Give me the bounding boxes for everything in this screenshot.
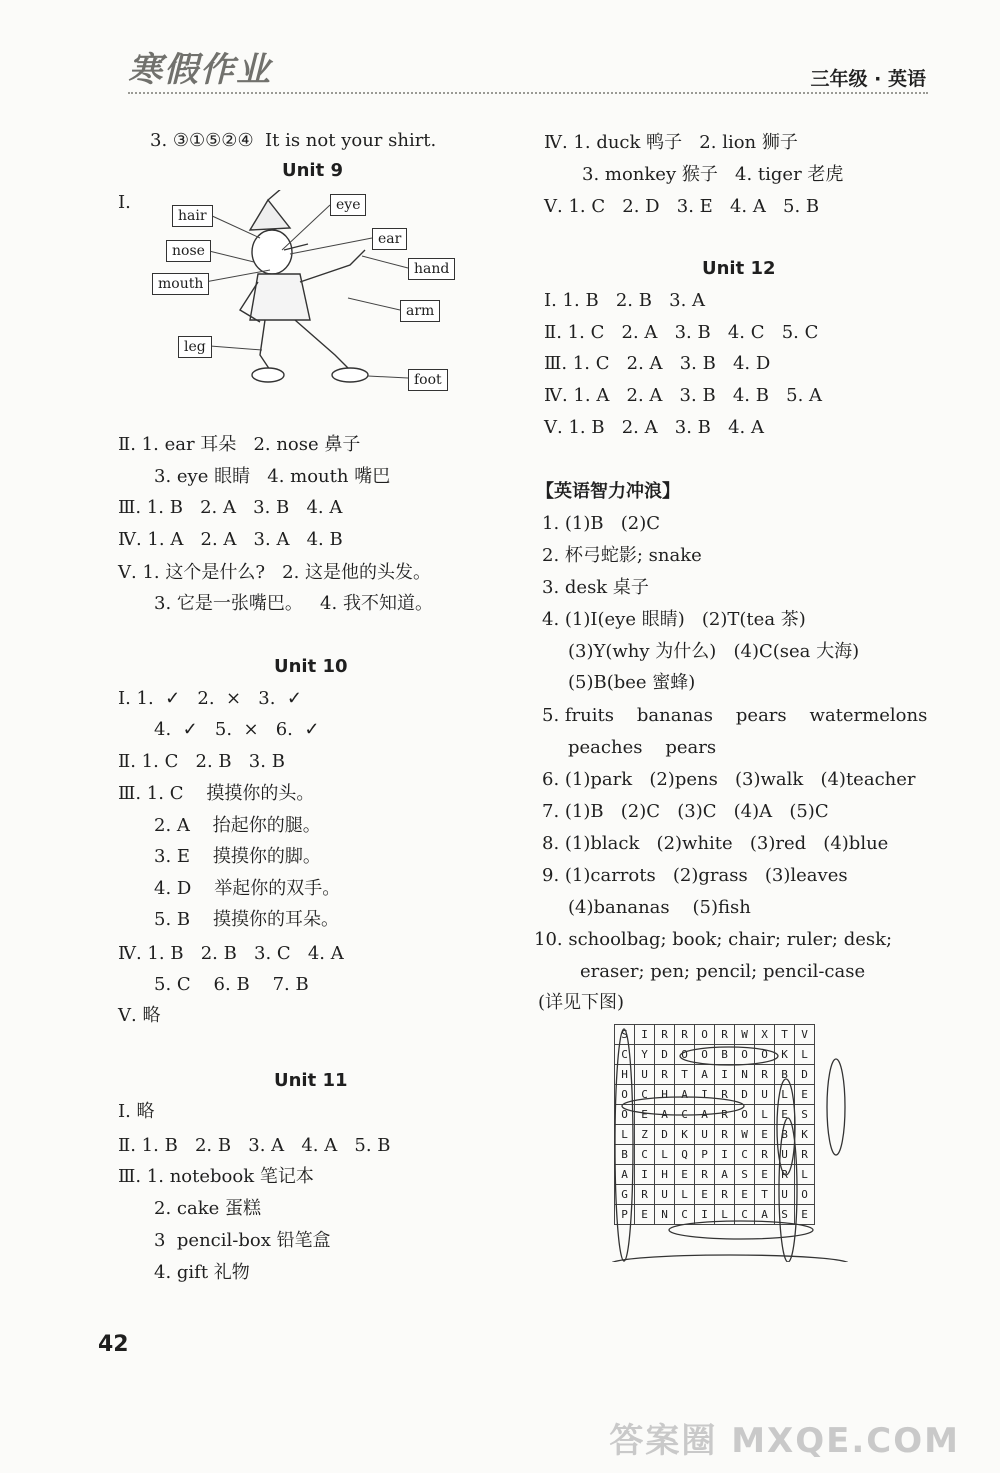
answer-line: (5)B(bee 蜜蜂) — [568, 672, 696, 693]
answer-line: 4. (1)I(eye 眼睛) (2)T(tea 茶) — [542, 609, 806, 630]
grid-cell: K — [775, 1045, 795, 1065]
answer-line: Ⅰ. 1. B 2. B 3. A — [544, 290, 706, 311]
grid-cell: E — [775, 1105, 795, 1125]
grid-cell: H — [655, 1165, 675, 1185]
grid-cell: L — [715, 1205, 735, 1225]
grid-cell: S — [775, 1205, 795, 1225]
answer-line: Ⅱ. 1. C 2. B 3. B — [118, 751, 285, 772]
grid-cell: C — [615, 1045, 635, 1065]
answer-line: 4. D 举起你的双手。 — [154, 878, 341, 899]
grid-cell: I — [635, 1025, 655, 1045]
grid-cell: R — [715, 1025, 735, 1045]
grid-cell: H — [655, 1085, 675, 1105]
answer-line: 4. ✓ 5. × 6. ✓ — [154, 719, 320, 740]
answer-line: 5. fruits bananas pears watermelons — [542, 705, 928, 726]
grid-cell: C — [635, 1085, 655, 1105]
grid-cell: X — [755, 1025, 775, 1045]
grid-cell: P — [615, 1205, 635, 1225]
grid-cell: U — [655, 1185, 675, 1205]
grid-cell: T — [755, 1185, 775, 1205]
grid-cell: Q — [675, 1145, 695, 1165]
answer-line: Ⅴ. 1. C 2. D 3. E 4. A 5. B — [544, 196, 820, 217]
answer-line: 6. (1)park (2)pens (3)walk (4)teacher — [542, 769, 916, 790]
grid-cell: O — [795, 1185, 815, 1205]
grid-cell: D — [735, 1085, 755, 1105]
answer-line: (4)bananas (5)fish — [568, 897, 751, 918]
answer-line: 10. schoolbag; book; chair; ruler; desk; — [534, 929, 893, 950]
grid-cell: H — [615, 1065, 635, 1085]
figure-label-hair: hair — [172, 205, 213, 227]
answer-line: 3. E 摸摸你的脚。 — [154, 846, 321, 867]
grid-cell: I — [635, 1165, 655, 1185]
section-number: Ⅰ. — [118, 192, 131, 213]
grid-cell: N — [735, 1065, 755, 1085]
answer-line: Ⅰ. 略 — [118, 1101, 155, 1122]
figure-label-foot: foot — [408, 369, 448, 391]
grid-cell: R — [755, 1145, 775, 1165]
answer-line: 4. gift 礼物 — [154, 1262, 250, 1283]
grid-cell: O — [695, 1045, 715, 1065]
unit-heading: Unit 11 — [274, 1070, 348, 1091]
grid-cell: K — [675, 1125, 695, 1145]
grid-cell: O — [755, 1045, 775, 1065]
figure-label-hand: hand — [408, 258, 455, 280]
grid-cell: Z — [635, 1125, 655, 1145]
grid-cell: O — [615, 1085, 635, 1105]
grid-cell: B — [775, 1125, 795, 1145]
grid-cell: O — [675, 1045, 695, 1065]
grid-cell: U — [775, 1185, 795, 1205]
answer-line: 3 pencil-box 铅笔盒 — [154, 1230, 331, 1251]
grid-cell: S — [735, 1165, 755, 1185]
answer-line: 1. (1)B (2)C — [542, 513, 661, 534]
grid-cell: I — [695, 1205, 715, 1225]
grid-cell: N — [655, 1205, 675, 1225]
grid-cell: O — [735, 1045, 755, 1065]
unit-heading: Unit 9 — [282, 160, 343, 181]
grid-cell: I — [715, 1065, 735, 1085]
grid-cell: L — [755, 1105, 775, 1125]
answer-line: 5. C 6. B 7. B — [154, 974, 309, 995]
grid-cell: R — [655, 1065, 675, 1085]
answer-line: Ⅳ. 1. A 2. A 3. A 4. B — [118, 529, 343, 550]
answer-line: Ⅲ. 1. notebook 笔记本 — [118, 1166, 314, 1187]
grid-cell: A — [755, 1205, 775, 1225]
grid-cell: U — [775, 1145, 795, 1165]
grid-cell: E — [635, 1105, 655, 1125]
grid-cell: E — [635, 1205, 655, 1225]
grid-cell: P — [695, 1145, 715, 1165]
grid-cell: R — [675, 1025, 695, 1045]
grid-cell: A — [695, 1105, 715, 1125]
grid-cell: D — [655, 1125, 675, 1145]
grid-cell: O — [615, 1105, 635, 1125]
answer-line: (详见下图) — [538, 992, 625, 1013]
grid-cell: D — [655, 1045, 675, 1065]
grid-cell: A — [615, 1165, 635, 1185]
answer-line: 2. A 抬起你的腿。 — [154, 815, 321, 836]
answer-line: peaches pears — [568, 737, 717, 758]
answer-line: 9. (1)carrots (2)grass (3)leaves — [542, 865, 848, 886]
grid-cell: D — [795, 1065, 815, 1085]
grid-cell: I — [715, 1145, 735, 1165]
grid-cell: S — [795, 1105, 815, 1125]
grid-cell: R — [655, 1025, 675, 1045]
answer-line: Ⅳ. 1. duck 鸭子 2. lion 狮子 — [544, 132, 798, 153]
grid-cell: T — [675, 1065, 695, 1085]
figure-label-eye: eye — [330, 194, 366, 216]
grid-cell: I — [695, 1085, 715, 1105]
grid-cell: B — [775, 1065, 795, 1085]
answer-line: 7. (1)B (2)C (3)C (4)A (5)C — [542, 801, 829, 822]
grid-cell: A — [695, 1065, 715, 1085]
answer-line: Ⅱ. 1. C 2. A 3. B 4. C 5. C — [544, 322, 819, 343]
grid-cell: K — [795, 1125, 815, 1145]
answer-line: 8. (1)black (2)white (3)red (4)blue — [542, 833, 889, 854]
grid-cell: E — [735, 1185, 755, 1205]
answer-line: 2. 杯弓蛇影; snake — [542, 545, 702, 566]
grid-cell: L — [795, 1165, 815, 1185]
answer-line: Ⅲ. 1. C 摸摸你的头。 — [118, 783, 315, 804]
grid-cell: R — [715, 1125, 735, 1145]
grid-cell: E — [755, 1165, 775, 1185]
word-search-highlights — [612, 1022, 848, 1262]
grid-cell: C — [735, 1205, 755, 1225]
grid-cell: L — [795, 1045, 815, 1065]
page-number: 42 — [98, 1332, 129, 1357]
answer-line: Ⅴ. 1. B 2. A 3. B 4. A — [544, 417, 764, 438]
grid-cell: R — [715, 1105, 735, 1125]
grid-cell: L — [615, 1125, 635, 1145]
answer-line: 5. B 摸摸你的耳朵。 — [154, 909, 340, 930]
grid-cell: R — [775, 1165, 795, 1185]
figure-label-arm: arm — [400, 300, 440, 322]
grid-cell: B — [615, 1145, 635, 1165]
watermark-logo: 答案圈 MXQE.COM — [609, 1421, 960, 1461]
grid-cell: V — [795, 1025, 815, 1045]
answer-line: 3. desk 桌子 — [542, 577, 649, 598]
grid-cell: B — [715, 1045, 735, 1065]
grid-cell: E — [795, 1205, 815, 1225]
answer-line: 3. eye 眼睛 4. mouth 嘴巴 — [154, 466, 391, 487]
grid-cell: R — [715, 1085, 735, 1105]
grid-cell: G — [615, 1185, 635, 1205]
grid-cell: E — [675, 1165, 695, 1185]
answer-line: Ⅳ. 1. A 2. A 3. B 4. B 5. A — [544, 385, 823, 406]
grid-cell: U — [695, 1125, 715, 1145]
answer-line: Ⅰ. 1. ✓ 2. × 3. ✓ — [118, 688, 302, 709]
grid-cell: R — [695, 1165, 715, 1185]
answer-line: 2. cake 蛋糕 — [154, 1198, 261, 1219]
grid-cell: E — [755, 1125, 775, 1145]
grid-cell: C — [675, 1205, 695, 1225]
grid-cell: W — [735, 1025, 755, 1045]
section-title: 【英语智力冲浪】 — [536, 481, 680, 502]
grid-cell: L — [675, 1185, 695, 1205]
answer-line: Ⅳ. 1. B 2. B 3. C 4. A — [118, 943, 344, 964]
figure-label-leg: leg — [178, 336, 212, 358]
grid-cell: C — [635, 1145, 655, 1165]
grid-cell: S — [615, 1025, 635, 1045]
answer-line: Ⅲ. 1. B 2. A 3. B 4. A — [118, 497, 343, 518]
grid-cell: O — [735, 1105, 755, 1125]
grid-cell: A — [715, 1165, 735, 1185]
grid-cell: T — [775, 1025, 795, 1045]
grid-cell: U — [755, 1085, 775, 1105]
unit-heading: Unit 10 — [274, 656, 348, 677]
grid-cell: R — [755, 1065, 775, 1085]
answer-line: Ⅴ. 1. 这个是什么? 2. 这是他的头发。 — [118, 562, 432, 583]
grid-cell: C — [675, 1105, 695, 1125]
grid-cell: E — [695, 1185, 715, 1205]
grid-cell: R — [715, 1185, 735, 1205]
answer-line: Ⅴ. 略 — [118, 1005, 161, 1026]
grid-cell: A — [675, 1085, 695, 1105]
answer-line: (3)Y(why 为什么) (4)C(sea 大海) — [568, 641, 860, 662]
grid-cell: A — [655, 1105, 675, 1125]
answer-line: Ⅱ. 1. ear 耳朵 2. nose 鼻子 — [118, 434, 361, 455]
answer-line: 3. 它是一张嘴巴。 4. 我不知道。 — [154, 593, 433, 614]
grade-subject-label: 三年级 · 英语 — [810, 68, 926, 90]
grid-cell: Y — [635, 1045, 655, 1065]
grid-cell: E — [795, 1085, 815, 1105]
grid-cell: U — [635, 1065, 655, 1085]
answer-line: eraser; pen; pencil; pencil-case — [580, 961, 866, 982]
answer-line: Ⅱ. 1. B 2. B 3. A 4. A 5. B — [118, 1135, 391, 1156]
answer-line: 3. ③①⑤②④ It is not your shirt. — [150, 130, 437, 151]
grid-cell: L — [775, 1085, 795, 1105]
grid-cell: W — [735, 1125, 755, 1145]
grid-cell: C — [735, 1145, 755, 1165]
header-divider — [128, 92, 928, 94]
header-logo: 寒假作业 — [128, 50, 272, 90]
grid-cell: R — [635, 1185, 655, 1205]
grid-cell: L — [655, 1145, 675, 1165]
figure-label-ear: ear — [372, 228, 407, 250]
grid-cell: O — [695, 1025, 715, 1045]
answer-line: 3. monkey 猴子 4. tiger 老虎 — [582, 164, 844, 185]
figure-label-nose: nose — [166, 240, 211, 262]
grid-cell: R — [795, 1145, 815, 1165]
unit-heading: Unit 12 — [702, 258, 776, 279]
answer-line: Ⅲ. 1. C 2. A 3. B 4. D — [544, 353, 771, 374]
figure-label-mouth: mouth — [152, 273, 209, 295]
